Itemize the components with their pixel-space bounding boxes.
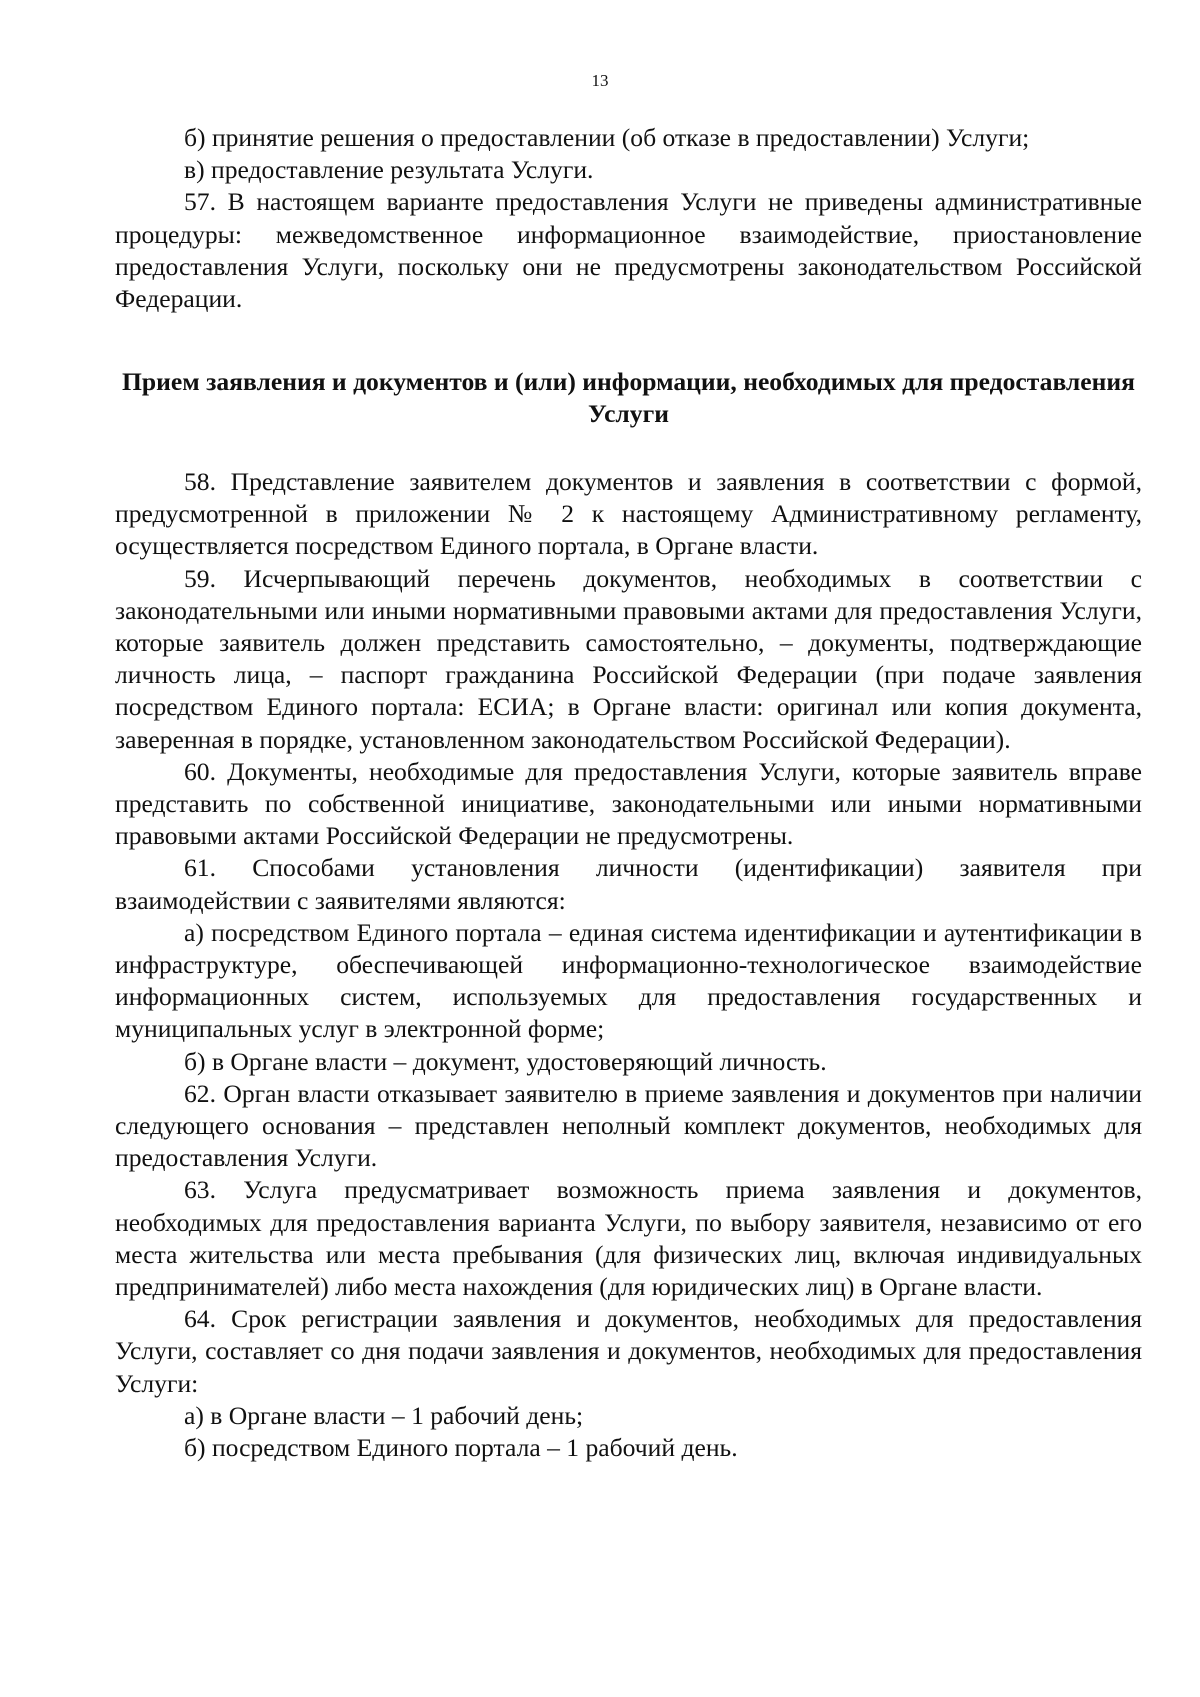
paragraph-60: 60. Документы, необходимые для предоставления Услуги, которые заявитель вправе представить по собственной инициативе, законодательными или иными нормативными правовыми актами Российской Федерации не предусмотрены. [115, 756, 1142, 851]
paragraph-58: 58. Представление заявителем документов и заявления в соответствии с формой, предусмотренной в приложении № 2 к настоящему Административному регламенту, осуществляется посредством Единого портала, в Органе власти. [115, 467, 1142, 561]
paragraph-61-a: а) посредством Единого портала – единая система идентификации и аутентификации в инфраструктуре, обеспечивающей информационно-технологическое взаимодействие информационных систем, используемых для предоставления государственных и муниципальных услуг в электронной форме; [115, 917, 1142, 1044]
paragraph-64-b: б) посредством Единого портала – 1 рабочий день. [184, 1433, 738, 1463]
paragraph-59: 59. Исчерпывающий перечень документов, необходимых в соответствии с законодательными или иными нормативными правовыми актами для предоставления Услуги, которые заявитель должен представить самостоятельно, – документы, подтверждающие личность лица, – паспорт гражданина Российской Федерации (при подаче заявления посредством Единого портала: ЕСИА; в Органе власти: оригинал или копия документа, заверенная в порядке, установленном законодательством Российской Федерации). [115, 563, 1142, 754]
page-number: 13 [591, 71, 609, 90]
paragraph-62: 62. Орган власти отказывает заявителю в приеме заявления и документов при наличии следующего основания – представлен неполный комплект документов, необходимых для предоставления Услуги. [115, 1078, 1142, 1173]
paragraph-63: 63. Услуга предусматривает возможность приема заявления и документов, необходимых для предоставления варианта Услуги, по выбору заявителя, независимо от его места жительства или места пребывания (для физических лиц, включая индивидуальных предпринимателей) либо места нахождения (для юридических лиц) в Органе власти. [115, 1175, 1142, 1302]
section-heading: Прием заявления и документов и (или) информации, необходимых для предоставления Услуги [121, 367, 1135, 429]
paragraph-v-result: в) предоставление результата Услуги. [184, 155, 594, 185]
paragraph-57: 57. В настоящем варианте предоставления Услуги не приведены административные процедуры: межведомственное информационное взаимодействие, приостановление предоставления Услуги, поскольку они не предусмотрены законодательством Российской Федерации. [115, 187, 1142, 314]
text-block-upper [115, 122, 1142, 315]
paragraph-61-b: б) в Органе власти – документ, удостоверяющий личность. [184, 1046, 827, 1076]
paragraph-b-decision: б) принятие решения о предоставлении (об отказе в предоставлении) Услуги; [184, 123, 1030, 152]
paragraph-64: 64. Срок регистрации заявления и документов, необходимых для предоставления Услуги, составляет со дня подачи заявления и документов, необходимых для предоставления Услуги: [115, 1304, 1142, 1398]
paragraph-64-a: а) в Органе власти – 1 рабочий день; [184, 1400, 584, 1430]
paragraph-61: 61. Способами установления личности (идентификации) заявителя при взаимодействии с заявителями являются: [115, 853, 1142, 915]
text-block-lower [115, 466, 1142, 1464]
